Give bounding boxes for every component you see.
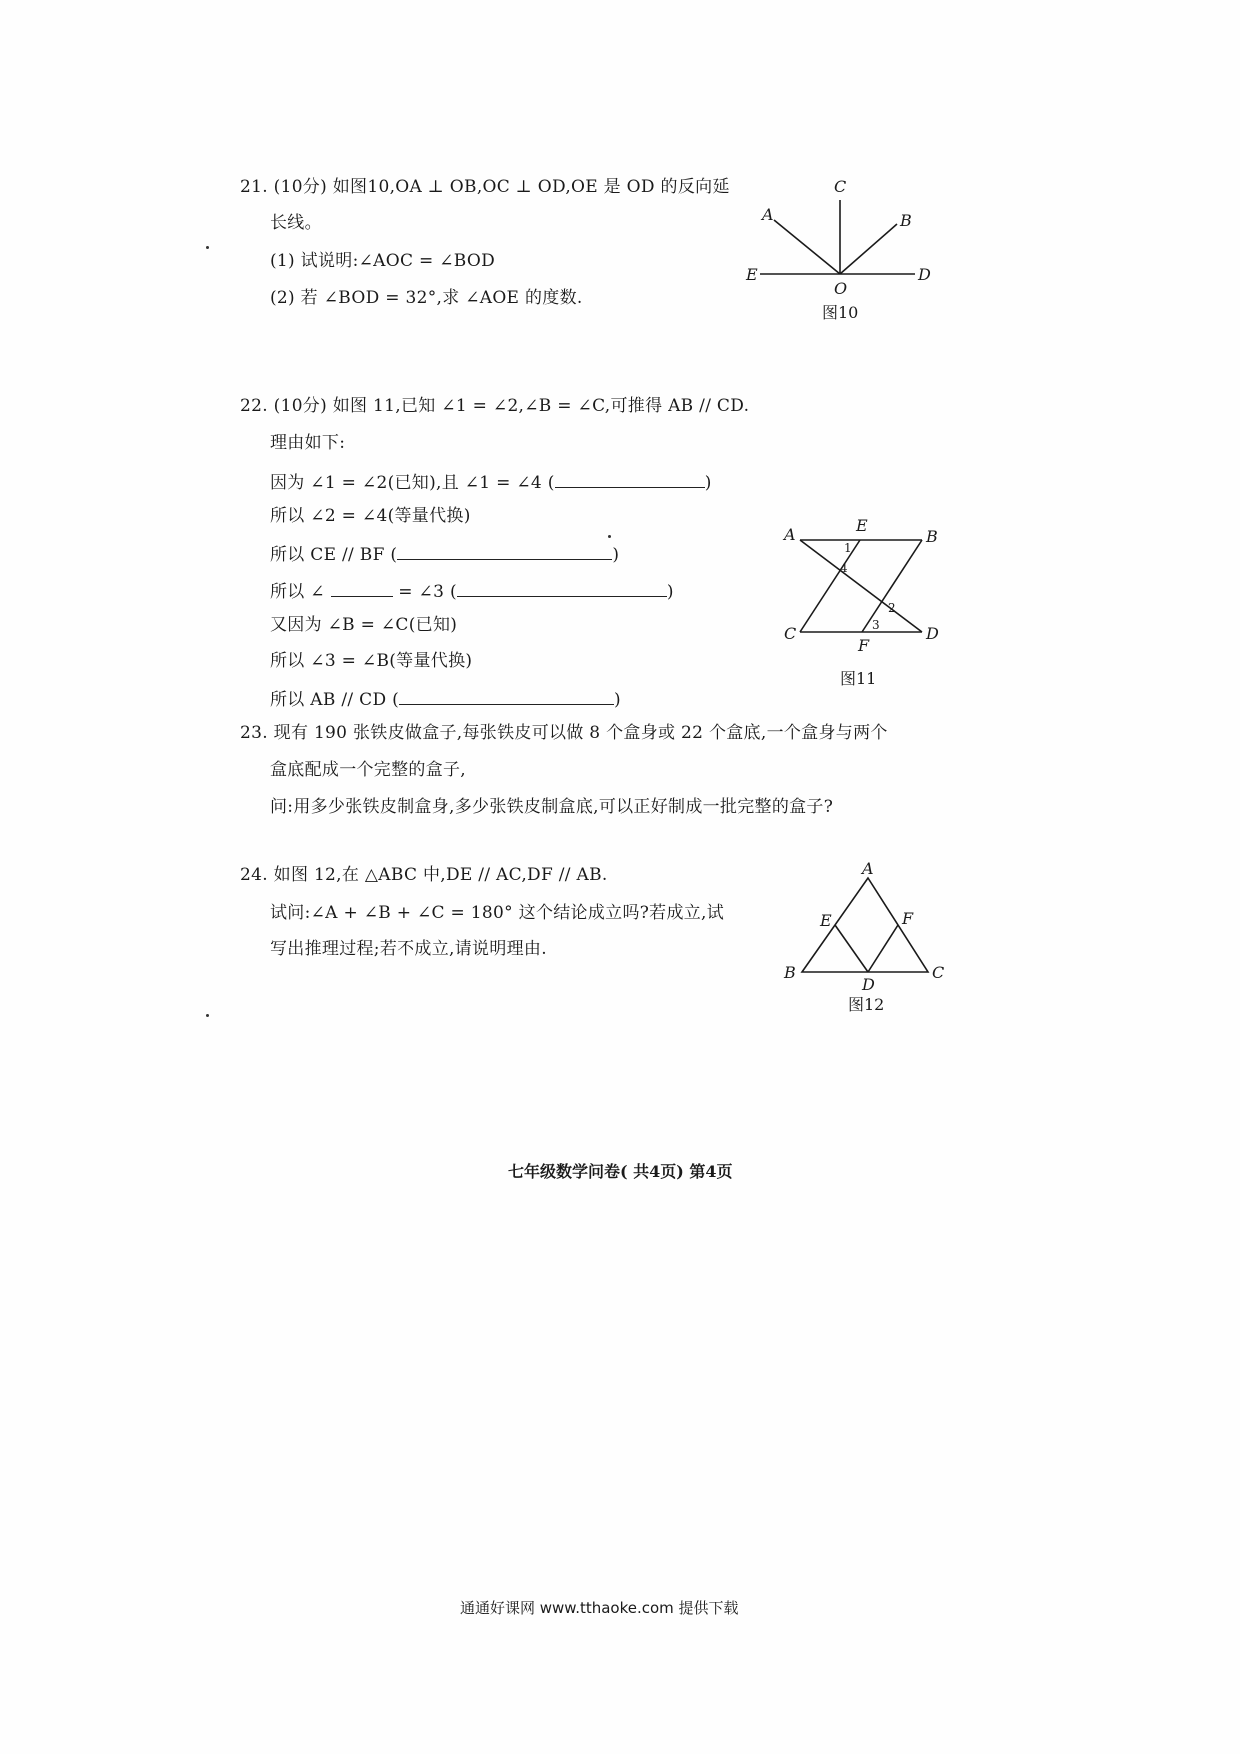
label-D: D	[926, 624, 939, 643]
q22-step-1: 因为 ∠1 = ∠2(已知),且 ∠1 = ∠4 ( )	[270, 469, 712, 494]
label-E: E	[820, 911, 832, 930]
label-B: B	[926, 527, 938, 546]
q23-line-1: 23. 现有 190 张铁皮做盒子,每张铁皮可以做 8 个盒身或 22 个盒底,一个盒身与两个	[240, 723, 888, 743]
q22-step-2: 所以 ∠2 = ∠4(等量代换)	[270, 506, 471, 526]
line-DE	[835, 925, 868, 972]
answer-blank-1[interactable]	[555, 469, 705, 488]
q23-line-3: 问:用多少张铁皮制盒身,多少张铁皮制盒底,可以正好制成一批完整的盒子?	[270, 797, 834, 817]
label-O: O	[834, 279, 848, 298]
label-E: E	[746, 265, 758, 284]
page-footer: 七年级数学问卷( 共4页) 第4页	[508, 1162, 733, 1181]
q23-line-2: 盒底配成一个完整的盒子,	[270, 760, 467, 780]
figure-11	[780, 512, 960, 697]
q22-step-4: 所以 ∠ = ∠3 ( )	[270, 578, 674, 603]
label-F: F	[902, 909, 914, 928]
q24-line-2: 试问:∠A + ∠B + ∠C = 180° 这个结论成立吗?若成立,试	[270, 903, 725, 923]
label-D: D	[862, 975, 875, 994]
q21-part-1: (1) 试说明:∠AOC = ∠BOD	[270, 251, 496, 271]
label-3: 3	[872, 618, 880, 632]
q22-step-5: 又因为 ∠B = ∠C(已知)	[270, 615, 458, 635]
label-D: D	[918, 265, 931, 284]
figure-12-caption: 图12	[848, 995, 885, 1014]
q22-step-3: 所以 CE // BF ( )	[270, 541, 619, 566]
q22-line-2: 理由如下:	[270, 433, 346, 453]
figure-10-caption: 图10	[822, 303, 859, 322]
label-1: 1	[844, 541, 852, 555]
ray-OB	[840, 224, 897, 274]
q22-step-7: 所以 AB // CD ( )	[270, 686, 621, 711]
answer-blank-3[interactable]	[457, 578, 667, 597]
answer-blank-2[interactable]	[397, 541, 612, 560]
q21-line-1: 21. (10分) 如图10,OA ⊥ OB,OC ⊥ OD,OE 是 OD 的反向延	[240, 177, 730, 197]
q21-part-2: (2) 若 ∠BOD = 32°,求 ∠AOE 的度数.	[270, 288, 583, 308]
figure-12	[780, 860, 960, 1030]
figure-11-caption: 图11	[840, 669, 877, 688]
label-A: A	[762, 205, 774, 224]
q24-line-3: 写出推理过程;若不成立,请说明理由.	[270, 939, 547, 959]
label-C: C	[834, 177, 847, 196]
label-B: B	[900, 211, 912, 230]
label-B: B	[784, 963, 796, 982]
label-F: F	[858, 636, 870, 655]
label-C: C	[784, 624, 797, 643]
ray-OA	[774, 220, 840, 274]
q22-step-6: 所以 ∠3 = ∠B(等量代换)	[270, 651, 473, 671]
label-C: C	[932, 963, 945, 982]
label-4: 4	[840, 561, 848, 575]
label-E: E	[856, 516, 868, 535]
line-BF	[862, 540, 922, 632]
line-DF	[868, 925, 898, 972]
label-A: A	[784, 525, 796, 544]
scan-speck	[608, 535, 611, 538]
site-credit: 通通好课网 www.tthaoke.com 提供下载	[460, 1599, 739, 1617]
figure-10	[740, 168, 940, 358]
q21-line-2: 长线。	[270, 213, 322, 233]
label-A: A	[862, 860, 874, 878]
scan-speck	[206, 1014, 209, 1017]
scan-speck	[206, 246, 209, 249]
q24-line-1: 24. 如图 12,在 △ABC 中,DE // AC,DF // AB.	[240, 865, 608, 885]
line-AD	[800, 540, 922, 632]
answer-blank-angle[interactable]	[331, 578, 393, 597]
label-2: 2	[888, 601, 896, 615]
answer-blank-4[interactable]	[399, 686, 614, 705]
q22-line-1: 22. (10分) 如图 11,已知 ∠1 = ∠2,∠B = ∠C,可推得 AB // CD.	[240, 396, 750, 416]
